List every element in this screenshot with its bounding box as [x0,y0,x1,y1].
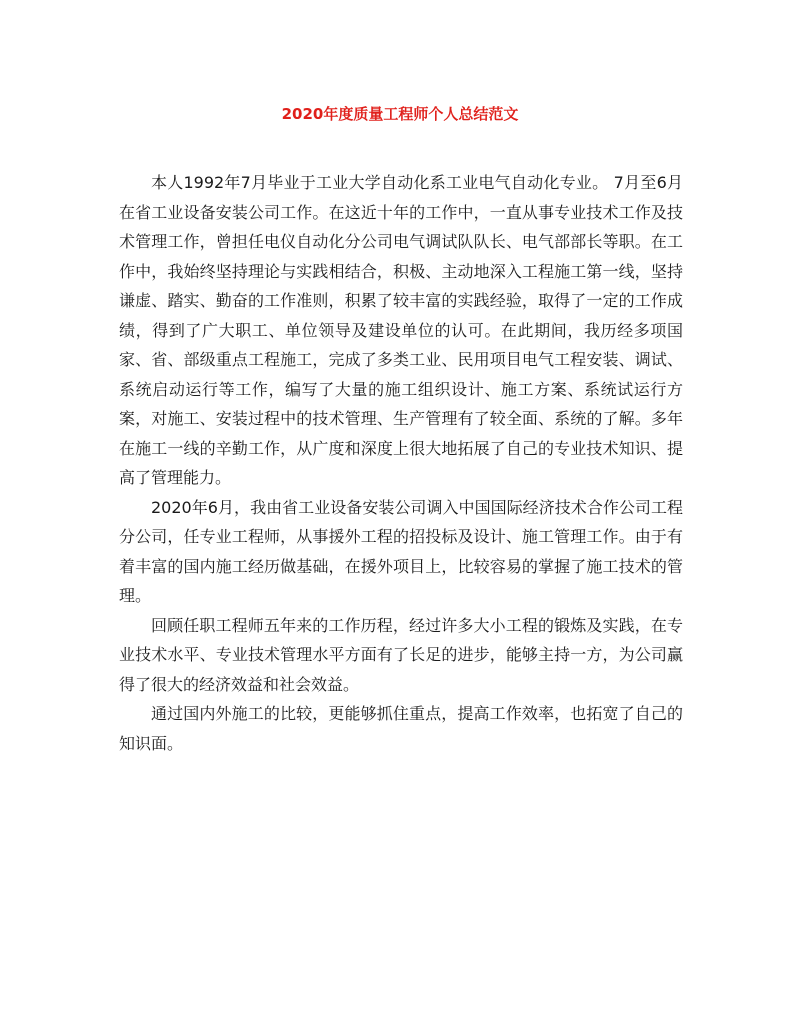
paragraph-1: 本人1992年7月毕业于工业大学自动化系工业电气自动化专业。 7月至6月在省工业设备安装公司工作。在这近十年的工作中，一直从事专业技术工作及技术管理工作，曾担任电仪自动化分公司电气调试队队长、电气部部长等职。在工作中，我始终坚持理论与实践相结合，积极、主动地深入工程施工第一线，坚持谦虚、踏实、勤奋的工作准则，积累了较丰富的实践经验，取得了一定的工作成绩，得到了广大职工、单位领导及建设单位的认可。在此期间，我历经多项国家、省、部级重点工程施工，完成了多类工业、民用项目电气工程安装、调试、系统启动运行等工作，编写了大量的施工组织设计、施工方案、系统试运行方案，对施工、安装过程中的技术管理、生产管理有了较全面、系统的了解。多年在施工一线的辛勤工作，从广度和深度上很大地拓展了自己的专业技术知识、提高了管理能力。 [119,173,683,487]
document-title: 2020年度质量工程师个人总结范文 [281,105,519,123]
document-body [119,168,683,758]
paragraph-3: 回顾任职工程师五年来的工作历程，经过许多大小工程的锻炼及实践，在专业技术水平、专业技术管理水平方面有了长足的进步，能够主持一方，为公司赢得了很大的经济效益和社会效益。 [119,615,683,694]
paragraph-4: 通过国内外施工的比较，更能够抓住重点，提高工作效率，也拓宽了自己的知识面。 [119,704,683,753]
paragraph-2: 2020年6月，我由省工业设备安装公司调入中国国际经济技术合作公司工程分公司，任专业工程师，从事援外工程的招投标及设计、施工管理工作。由于有着丰富的国内施工经历做基础，在援外项目上，比较容易的掌握了施工技术的管理。 [119,497,683,605]
